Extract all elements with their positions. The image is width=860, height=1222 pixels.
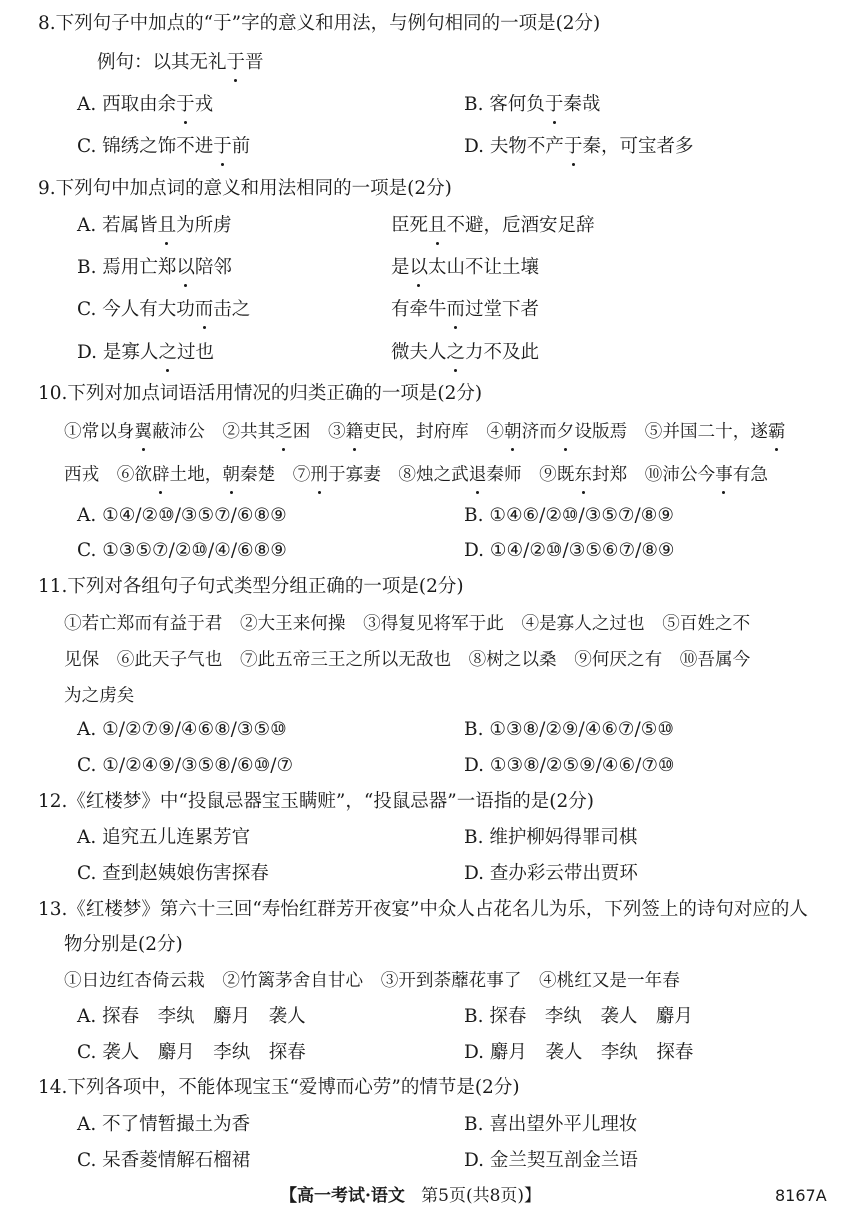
q10-items-line2: 西戎 ⑥欲辟土地，朝秦楚 ⑦刑于寡妻 ⑧烛之武退秦师 ⑨既东封郑 ⑩沛公今事有急 — [64, 465, 768, 485]
q13-stem: 13.《红楼梦》第六十三回“寿怡红群芳开夜宴”中众人占花名儿为乐，下列签上的诗句对应的人 — [38, 899, 808, 920]
q13-option-b[interactable]: B. 探春 李纨 袭人 麝月 — [464, 1006, 693, 1027]
q9-option-a-pair: 臣死且不避，卮酒安足辞 — [391, 215, 595, 236]
q12-stem: 12.《红楼梦》中“投鼠忌器宝玉瞒赃”，“投鼠忌器”一语指的是(2分) — [38, 791, 594, 812]
q11-items-line2: 见保 ⑥此天子气也 ⑦此五帝三王之所以无敌也 ⑧树之以桑 ⑨何厌之有 ⑩吾属今 — [64, 650, 751, 670]
q8-option-c[interactable]: C. 锦绣之饰不进于前 — [77, 136, 251, 157]
q10-stem: 10.下列对加点词语活用情况的归类正确的一项是(2分) — [38, 383, 483, 404]
q14-stem: 14.下列各项中，不能体现宝玉“爱博而心劳”的情节是(2分) — [38, 1077, 520, 1098]
q14-option-b[interactable]: B. 喜出望外平儿理妆 — [464, 1114, 638, 1135]
q11-stem: 11.下列对各组句子句式类型分组正确的一项是(2分) — [38, 576, 464, 597]
q9-option-b-pair: 是以太山不让土壤 — [391, 257, 540, 278]
q13-option-c[interactable]: C. 袭人 麝月 李纨 探春 — [77, 1042, 306, 1063]
q12-option-c[interactable]: C. 查到赵姨娘伤害探春 — [77, 863, 269, 884]
q12-option-d[interactable]: D. 查办彩云带出贾环 — [464, 863, 638, 884]
q8-example: 例句：以其无礼于晋 — [97, 52, 264, 73]
q13-option-d[interactable]: D. 麝月 袭人 李纨 探春 — [464, 1042, 694, 1063]
q11-option-c[interactable]: C. ①/②④⑨/③⑤⑧/⑥⑩/⑦ — [77, 755, 294, 776]
q10-option-c[interactable]: C. ①③⑤⑦/②⑩/④/⑥⑧⑨ — [77, 540, 287, 561]
footer-page-info — [280, 1184, 541, 1208]
footer-exam-title: 【高一考试·语文 — [280, 1186, 405, 1206]
q9-option-d[interactable]: D. 是寡人之过也 — [77, 342, 214, 363]
q11-option-b[interactable]: B. ①③⑧/②⑨/④⑥⑦/⑤⑩ — [464, 719, 674, 740]
q11-items-line1: ①若亡郑而有益于君 ②大王来何操 ③得复见将军于此 ④是寡人之过也 ⑤百姓之不 — [64, 614, 751, 634]
q10-items-line1: ①常以身翼蔽沛公 ②共其乏困 ③籍吏民，封府库 ④朝济而夕设版焉 ⑤并国二十，遂霸 — [64, 422, 786, 442]
q9-option-c-pair: 有牵牛而过堂下者 — [391, 299, 540, 320]
q8-option-a[interactable]: A. 西取由余于戎 — [77, 94, 214, 115]
q14-option-d[interactable]: D. 金兰契互剖金兰语 — [464, 1150, 638, 1171]
q12-option-b[interactable]: B. 维护柳妈得罪司棋 — [464, 827, 638, 848]
q8-option-d[interactable]: D. 夫物不产于秦，可宝者多 — [464, 136, 694, 157]
q13-stem-cont: 物分别是(2分) — [64, 934, 183, 955]
q11-items-line3: 为之虏矣 — [64, 686, 135, 706]
q8-stem: 8.下列句子中加点的“于”字的意义和用法，与例句相同的一项是(2分) — [38, 13, 601, 34]
q13-poems: ①日边红杏倚云栽 ②竹篱茅舍自甘心 ③开到荼蘼花事了 ④桃红又是一年春 — [64, 971, 680, 991]
q9-stem: 9.下列句中加点词的意义和用法相同的一项是(2分) — [38, 178, 452, 199]
q10-option-a[interactable]: A. ①④/②⑩/③⑤⑦/⑥⑧⑨ — [77, 505, 287, 526]
footer-code: 8167A — [775, 1186, 827, 1205]
q12-option-a[interactable]: A. 追究五儿连累芳官 — [77, 827, 251, 848]
q13-option-a[interactable]: A. 探春 李纨 麝月 袭人 — [77, 1006, 306, 1027]
q14-option-c[interactable]: C. 呆香菱情解石榴裙 — [77, 1150, 251, 1171]
q10-option-d[interactable]: D. ①④/②⑩/③⑤⑥⑦/⑧⑨ — [464, 540, 675, 561]
q14-option-a[interactable]: A. 不了情暂撮土为香 — [77, 1114, 251, 1135]
footer-page-number: 第5页(共8页)】 — [421, 1186, 542, 1206]
q8-option-b[interactable]: B. 客何负于秦哉 — [464, 94, 601, 115]
q10-option-b[interactable]: B. ①④⑥/②⑩/③⑤⑦/⑧⑨ — [464, 505, 674, 526]
q9-option-b[interactable]: B. 焉用亡郑以陪邻 — [77, 257, 232, 278]
q9-option-d-pair: 微夫人之力不及此 — [391, 342, 540, 363]
q9-option-c[interactable]: C. 今人有大功而击之 — [77, 299, 251, 320]
q11-option-d[interactable]: D. ①③⑧/②⑤⑨/④⑥/⑦⑩ — [464, 755, 675, 776]
q11-option-a[interactable]: A. ①/②⑦⑨/④⑥⑧/③⑤⑩ — [77, 719, 287, 740]
q9-option-a[interactable]: A. 若属皆且为所虏 — [77, 215, 232, 236]
